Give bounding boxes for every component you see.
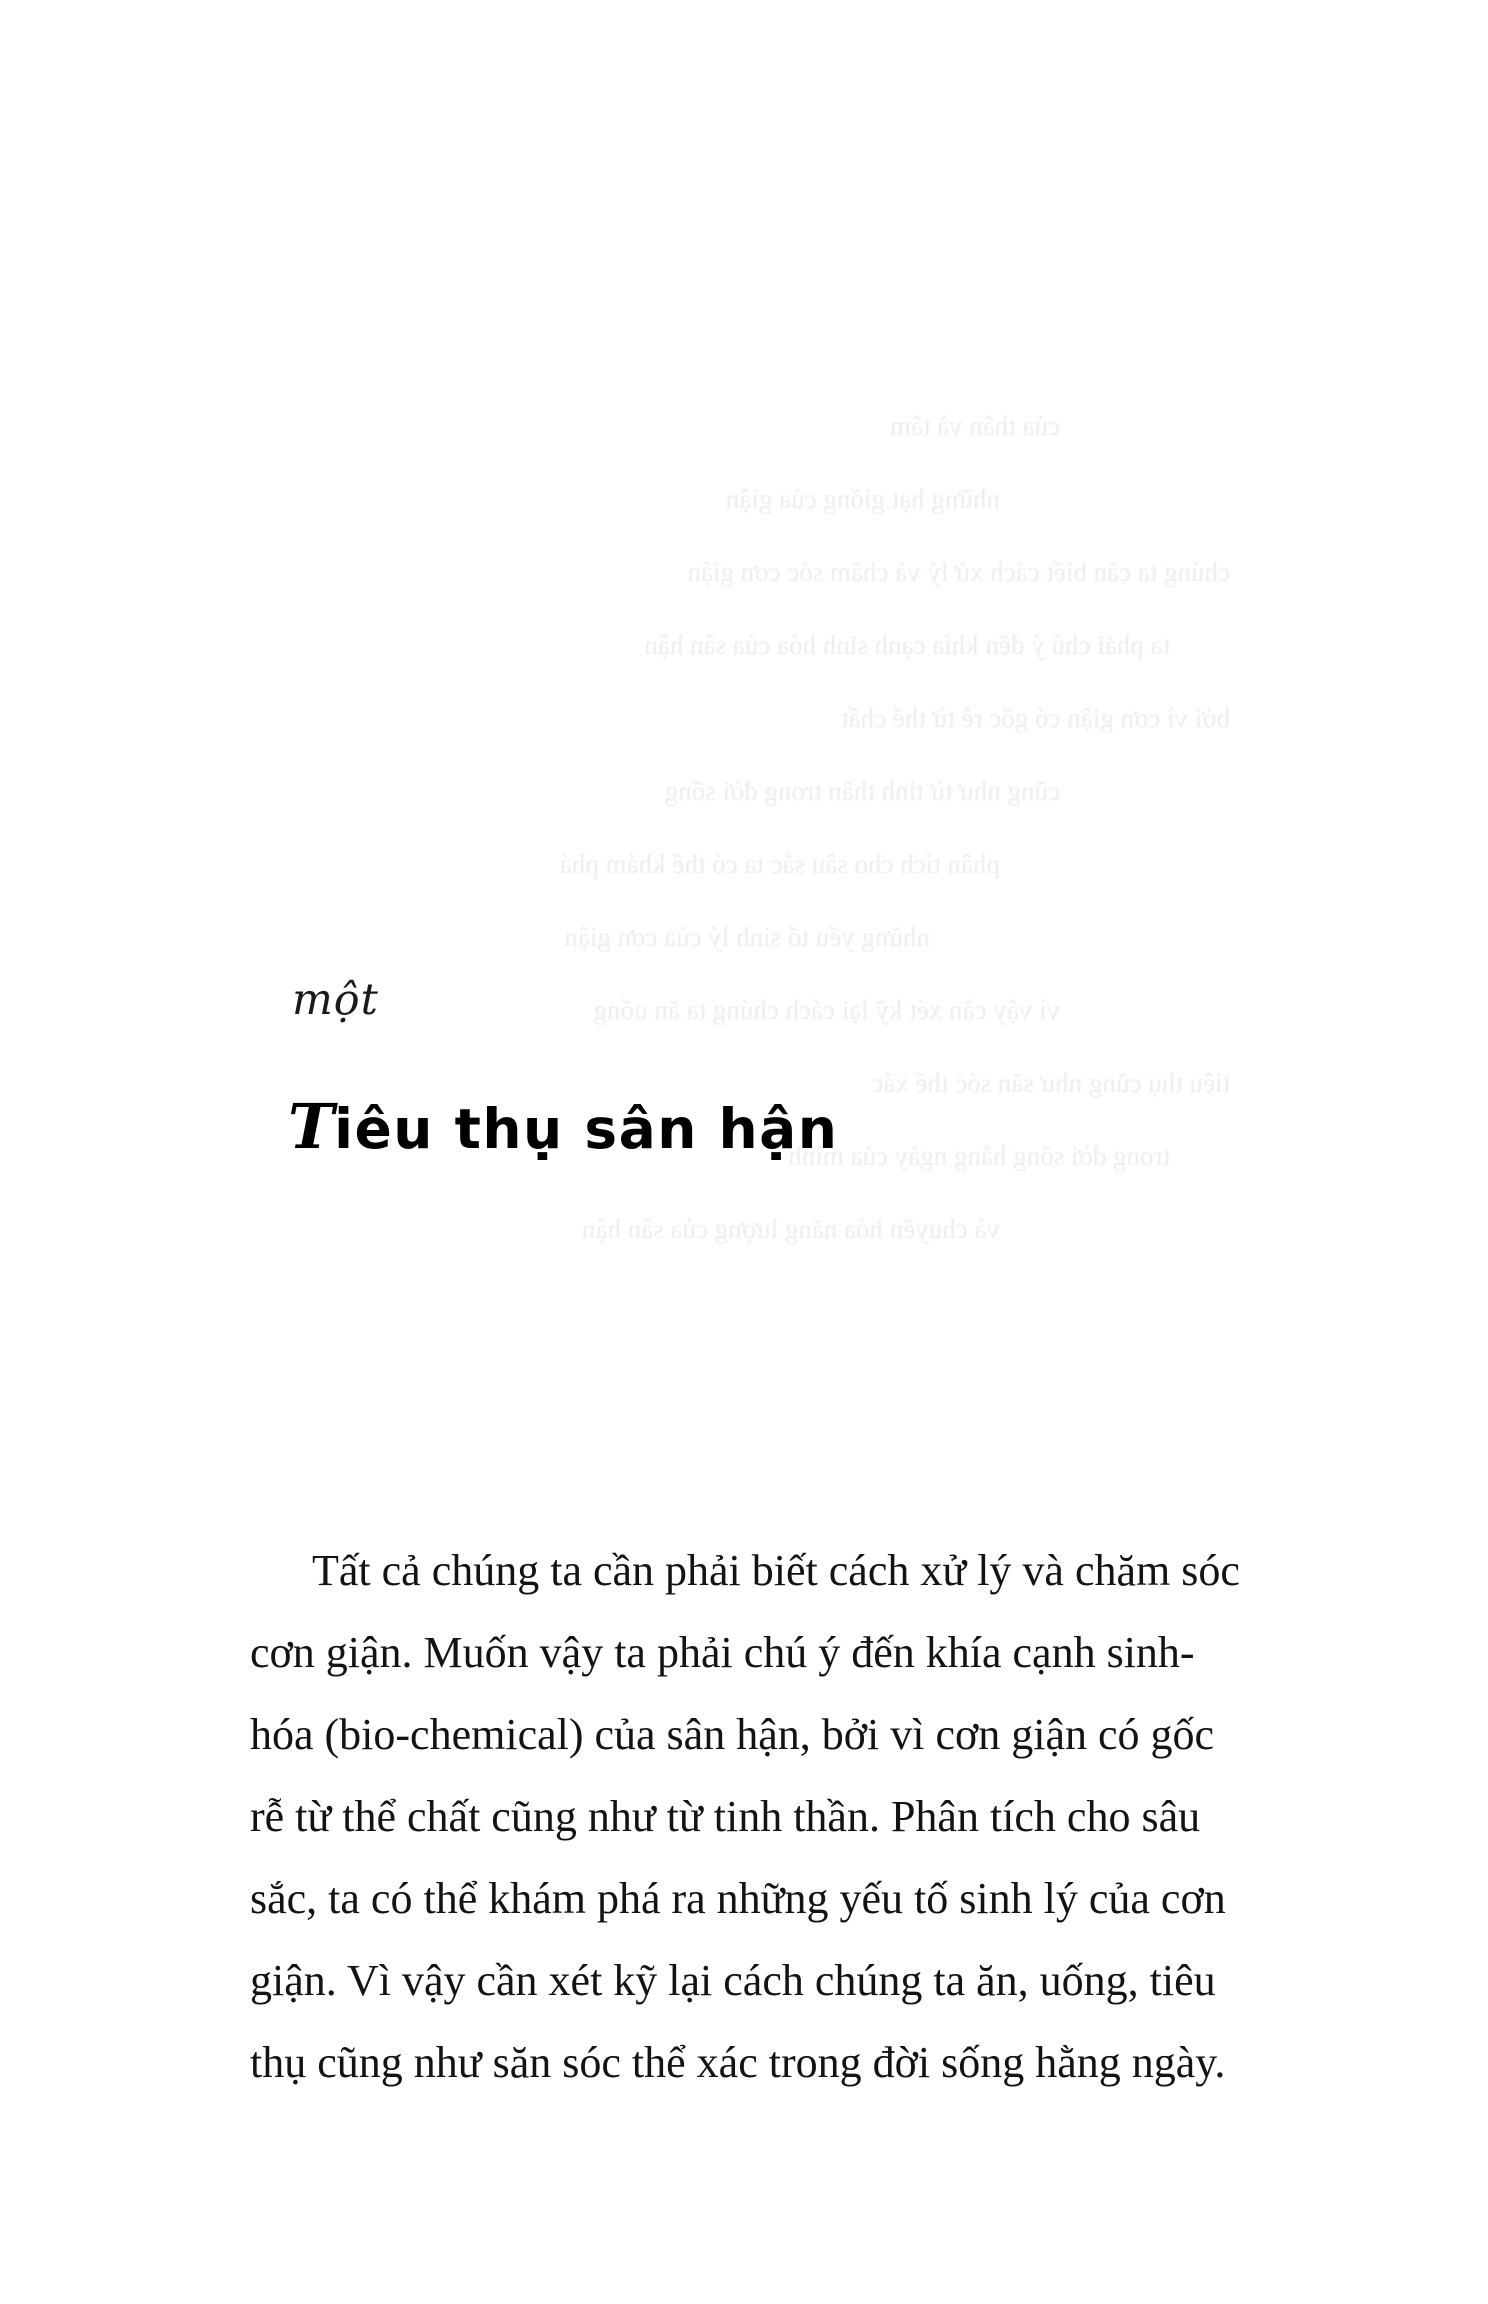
chapter-title-rest: iêu thụ sân hận <box>334 1097 839 1161</box>
chapter-number: một <box>292 975 379 1025</box>
show-through-line: bởi vì cơn giận có gốc rễ từ thể chất <box>841 703 1230 733</box>
show-through-line: và chuyển hóa năng lượng của sân hận <box>581 1214 1000 1244</box>
body-paragraph: Tất cả chúng ta cần phải biết cách xử lý và chăm sóc cơn giận. Muốn vậy ta phải chú ý đến khía cạnh sinh-hóa (bio-chemical) của sân hận, bởi vì cơn giận có gốc rễ từ thể chất cũng như từ tinh thần. Phân tích cho sâu sắc, ta có thể khám phá ra những yếu tố sinh lý của cơn giận. Vì vậy cần xét kỹ lại cách chúng ta ăn, uống, tiêu thụ cũng như săn sóc thể xác trong đời sống hằng ngày. <box>250 1546 1240 2087</box>
chapter-title <box>288 1090 838 1163</box>
show-through-line: những yếu tố sinh lý của cơn giận <box>564 922 930 952</box>
chapter-title-initial: T <box>288 1090 335 1163</box>
show-through-line: phân tích cho sâu sắc ta có thể khám phá <box>559 849 1000 879</box>
show-through-line: những hạt giống của giận <box>725 484 1000 514</box>
show-through-line: vì vậy cần xét kỹ lại cách chúng ta ăn uống <box>593 995 1060 1025</box>
show-through-line: chúng ta cần biết cách xử lý và chăm sóc cơn giận <box>687 557 1230 587</box>
show-through-line: tiêu thụ cũng như săn sóc thể xác <box>871 1068 1230 1098</box>
show-through-line: cũng như từ tinh thần trong đời sống <box>664 776 1060 806</box>
body-text-block <box>250 1530 1250 2104</box>
show-through-line: ta phải chú ý đến khía cạnh sinh hóa của sân hận <box>644 630 1170 660</box>
show-through-line: của thân và tâm <box>889 411 1060 441</box>
show-through-line: trong đời sống hằng ngày của mình <box>788 1141 1170 1171</box>
